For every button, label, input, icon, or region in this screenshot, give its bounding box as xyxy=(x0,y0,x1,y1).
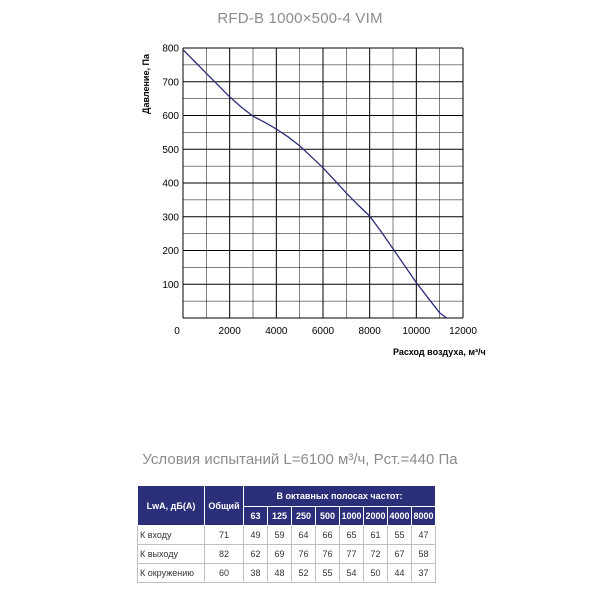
band-value: 37 xyxy=(412,564,436,583)
header-bands: В октавных полосах частот: xyxy=(244,486,436,507)
chart-title: RFD-B 1000×500-4 VIM xyxy=(217,10,383,27)
band-value: 76 xyxy=(292,545,316,564)
row-label: К выходу xyxy=(138,545,205,564)
table-row xyxy=(138,526,436,545)
y-tick-labels xyxy=(162,44,179,291)
y-tick-label: 600 xyxy=(162,111,179,122)
band-value: 69 xyxy=(268,545,292,564)
band-value: 48 xyxy=(268,564,292,583)
band-value: 64 xyxy=(292,526,316,545)
band-value: 58 xyxy=(412,545,436,564)
band-value: 55 xyxy=(388,526,412,545)
series-line xyxy=(183,50,447,318)
row-label: К входу xyxy=(138,526,205,545)
grid-major xyxy=(183,48,463,318)
x-tick-label: 4000 xyxy=(265,326,288,337)
band-header-500: 500 xyxy=(316,507,340,526)
y-tick-label: 300 xyxy=(162,212,179,224)
band-value: 66 xyxy=(316,526,340,545)
x-tick-label: 12000 xyxy=(449,326,477,337)
band-value: 38 xyxy=(244,564,268,583)
header-total: Общий xyxy=(205,486,244,526)
band-header-1000: 1000 xyxy=(340,507,364,526)
band-header-250: 250 xyxy=(292,507,316,526)
band-header-2000: 2000 xyxy=(364,507,388,526)
y-tick-label: 400 xyxy=(162,178,179,190)
band-value: 61 xyxy=(364,526,388,545)
band-value: 65 xyxy=(340,526,364,545)
band-value: 67 xyxy=(388,545,412,564)
x-tick-label: 0 xyxy=(174,326,180,337)
band-value: 54 xyxy=(340,564,364,583)
band-value: 76 xyxy=(316,545,340,564)
x-tick-label: 2000 xyxy=(218,326,241,337)
band-value: 50 xyxy=(364,564,388,583)
band-value: 49 xyxy=(244,526,268,545)
band-value: 44 xyxy=(388,564,412,583)
band-value: 77 xyxy=(340,545,364,564)
x-tick-label: 6000 xyxy=(311,326,335,337)
x-tick-label: 10000 xyxy=(402,326,431,337)
x-tick-label: 8000 xyxy=(358,326,381,337)
row-total: 82 xyxy=(205,545,244,564)
band-value: 55 xyxy=(316,564,340,583)
row-total: 71 xyxy=(205,526,244,545)
band-value: 72 xyxy=(364,545,388,564)
y-tick-label: 200 xyxy=(162,246,179,257)
noise-level-table xyxy=(137,485,436,583)
band-value: 62 xyxy=(244,545,268,564)
x-tick-labels xyxy=(174,326,477,337)
band-header-8000: 8000 xyxy=(412,507,436,526)
y-tick-label: 100 xyxy=(162,279,179,291)
x-axis-label: Расход воздуха, м³/ч xyxy=(393,347,486,357)
y-tick-label: 500 xyxy=(162,144,179,156)
y-tick-label: 800 xyxy=(162,43,179,55)
row-total: 60 xyxy=(205,564,244,583)
test-conditions-text: Условия испытаний L=6100 м³/ч, Рст.=440 Па xyxy=(142,451,458,468)
y-tick-label: 700 xyxy=(162,77,179,89)
band-header-63: 63 xyxy=(244,507,268,526)
band-header-4000: 4000 xyxy=(388,507,412,526)
table-body xyxy=(138,526,436,583)
row-label: К окружению xyxy=(138,564,205,583)
table-row xyxy=(138,545,436,564)
band-header-125: 125 xyxy=(268,507,292,526)
band-value: 59 xyxy=(268,526,292,545)
table-header-row xyxy=(138,486,436,507)
table-row xyxy=(138,564,436,583)
y-axis-label: Давление, Па xyxy=(141,54,151,114)
header-lwa: LwA, дБ(A) xyxy=(138,486,205,526)
band-value: 52 xyxy=(292,564,316,583)
band-value: 47 xyxy=(412,526,436,545)
